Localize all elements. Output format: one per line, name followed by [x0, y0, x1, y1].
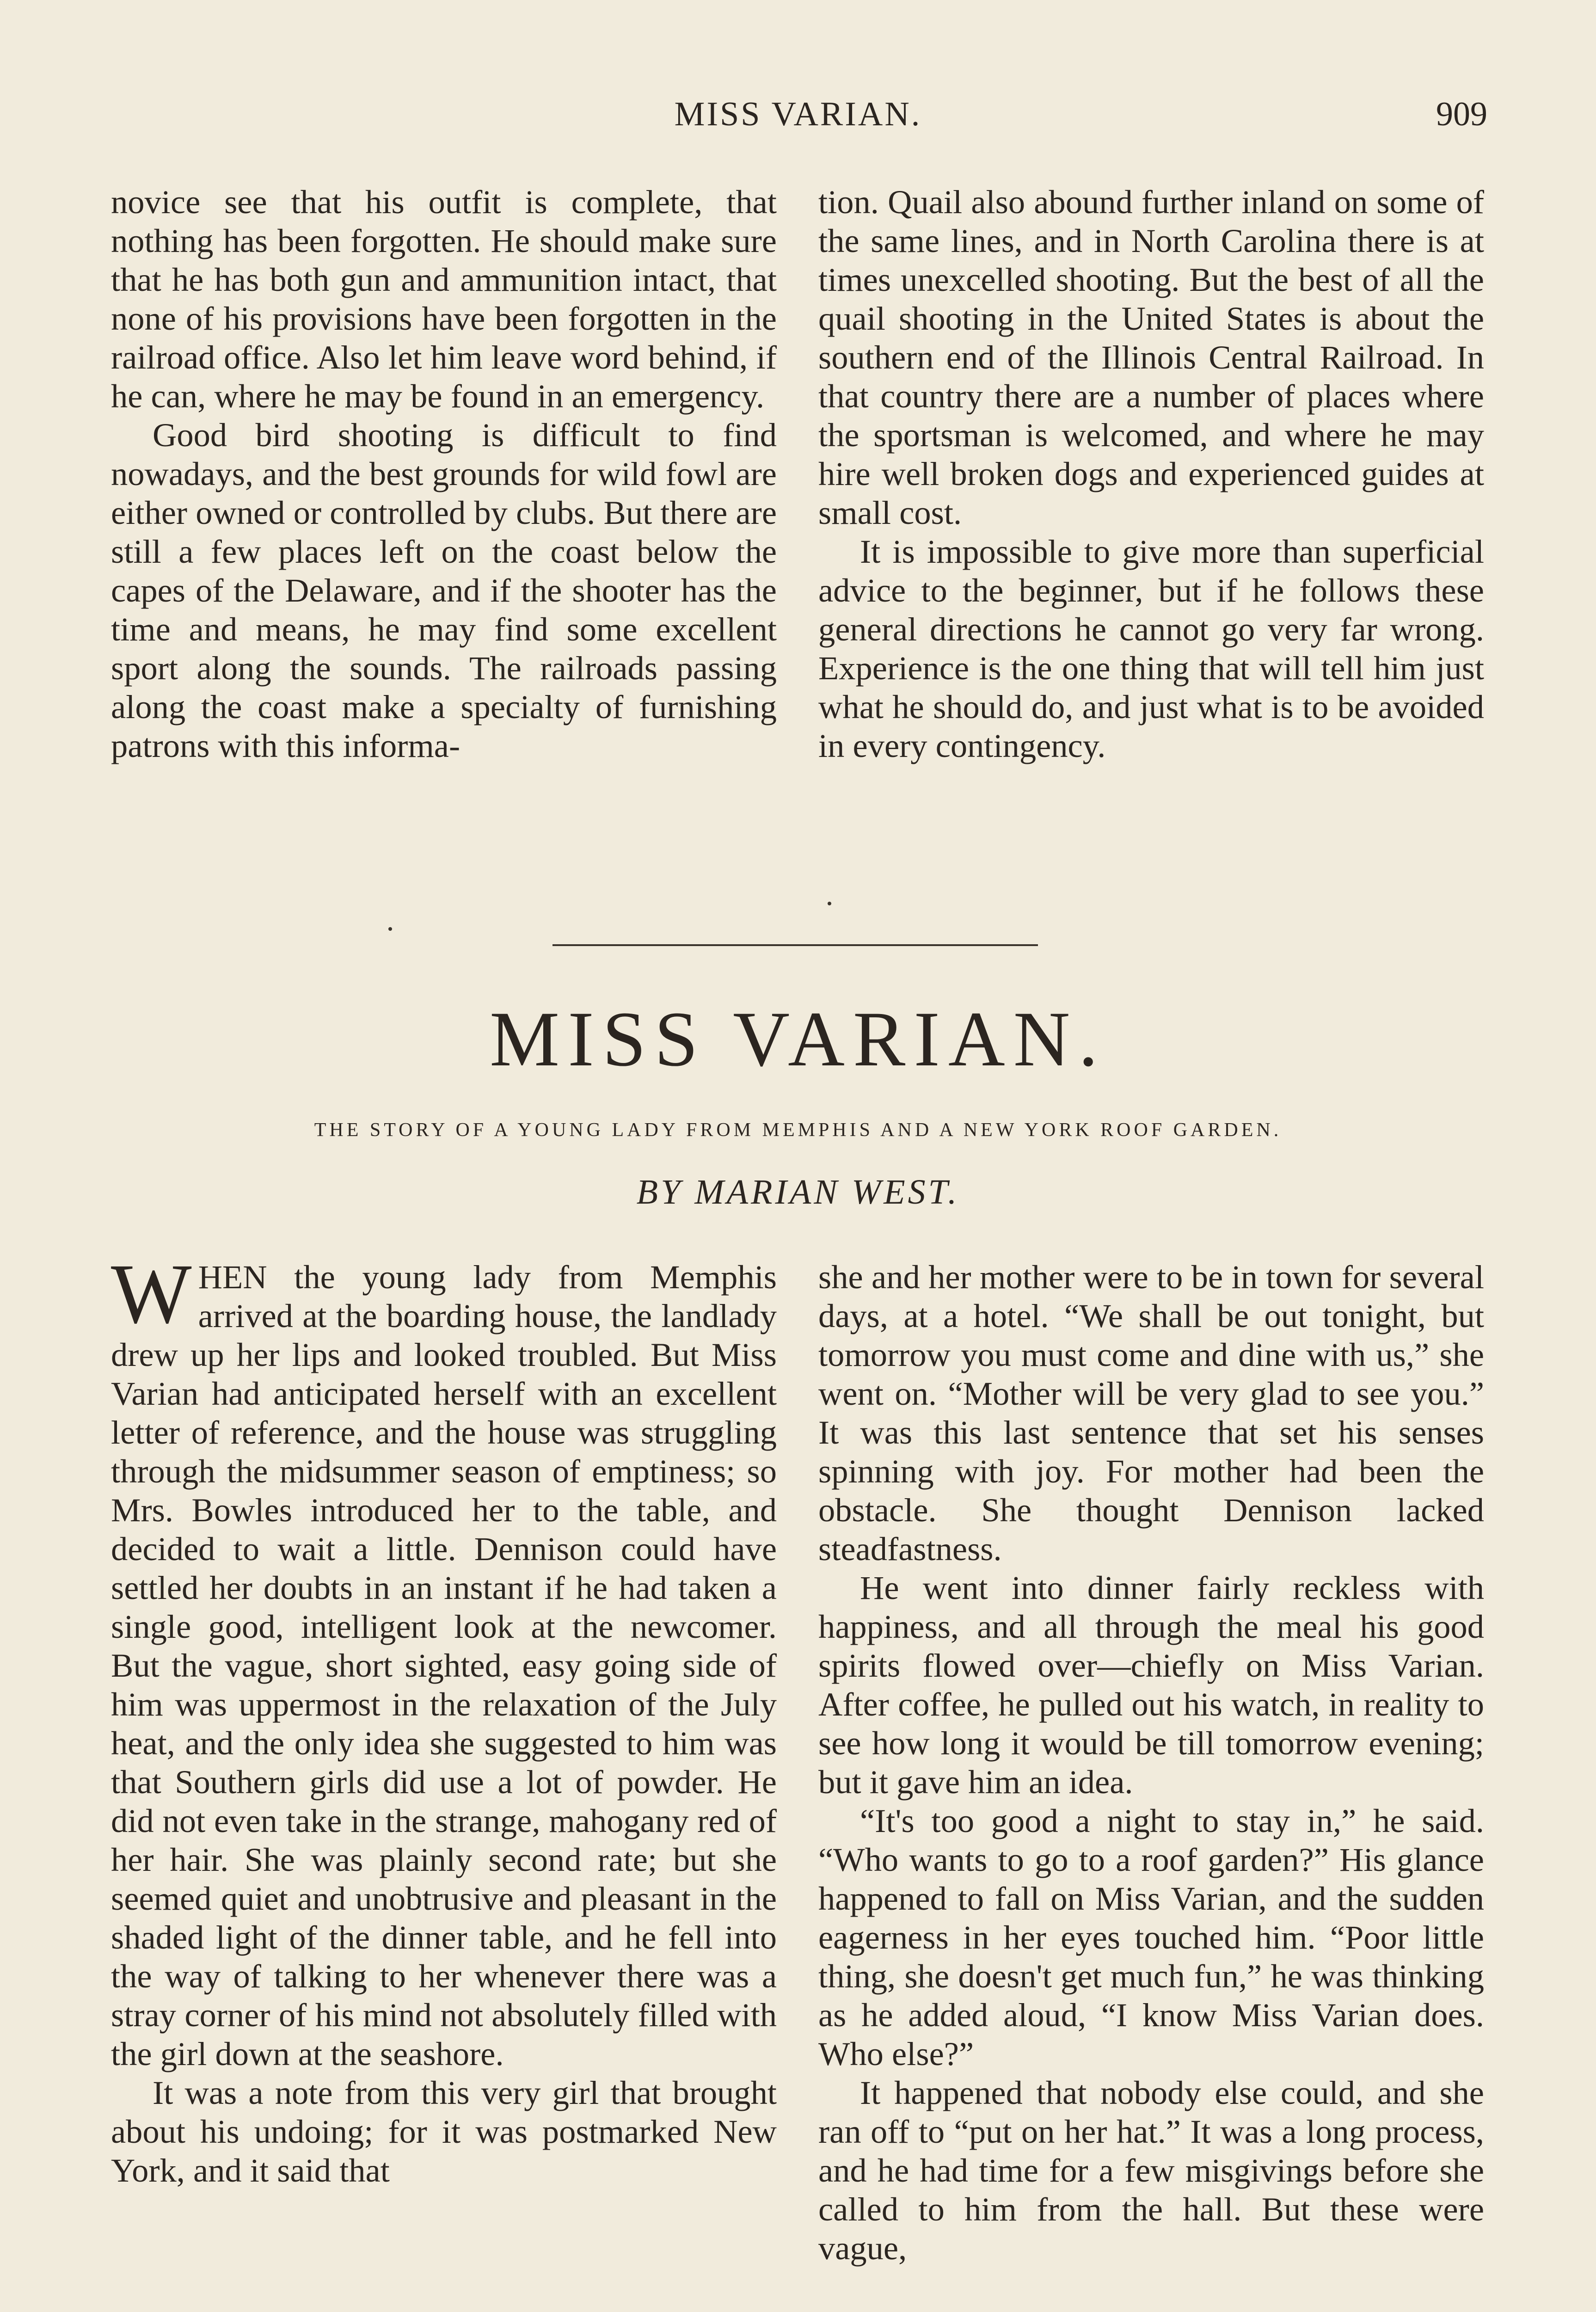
previous-article-right-column: [818, 183, 1484, 765]
paragraph: “It's too good a night to stay in,” he said. “Who wants to go to a roof garden?” His glance happened to fall on Miss Varian, and the sudden eagerness in her eyes touched him. “Poor little thing, she doesn't get much fun,” he was thinking as he added aloud, “I know Miss Varian does. Who else?”: [818, 1802, 1484, 2072]
print-speck: [828, 902, 831, 905]
paragraph: It happened that nobody else could, and she ran off to “put on her hat.” It was a long process, and he had time for a few misgivings before she called to him from the hall. But these were vague,: [818, 2074, 1484, 2267]
article-title: MISS VARIAN.: [490, 996, 1106, 1082]
running-head: [0, 95, 1596, 141]
paragraph: Good bird shooting is difficult to find nowadays, and the best grounds for wild fowl are either owned or controlled by clubs. But there are still a few places left on the coast below the capes of the Delaware, and if the shooter has the time and means, he may find some excellent sport along the sounds. The railroads passing along the coast make a specialty of furnishing patrons with this informa-: [111, 416, 777, 764]
paragraph: It is impossible to give more than superficial advice to the beginner, but if he follows these general directions he cannot go very far wrong. Experience is the one thing that will tell him just what he should do, and just what is to be avoided in every contingency.: [818, 533, 1484, 764]
article-subtitle: THE STORY OF A YOUNG LADY FROM MEMPHIS AND A NEW YORK ROOF GARDEN.: [314, 1119, 1282, 1141]
paragraph: It was a note from this very girl that brought about his undoing; for it was postmarked New York, and it said that: [111, 2074, 777, 2189]
running-title: MISS VARIAN.: [674, 95, 922, 133]
previous-article-left-column: [111, 183, 777, 765]
page-number: 909: [1436, 95, 1487, 133]
paragraph: tion. Quail also abound further inland on some of the same lines, and in North Carolina there is at times unexcelled shooting. But the best of all the quail shooting in the United States is about the southern end of the Illinois Central Railroad. In that country there are a number of places where the sportsman is welcomed, and where he may hire well broken dogs and experienced guides at small cost.: [818, 183, 1484, 531]
paragraph: she and her mother were to be in town for several days, at a hotel. “We shall be out tonight, but tomorrow you must come and dine with us,” she went on. “Mother will be very glad to see you.” It was this last sentence that set his senses spinning with joy. For mother had been the obstacle. She thought Dennison lacked steadfastness.: [818, 1258, 1484, 1568]
article-right-column: [818, 1258, 1484, 2268]
section-divider: [552, 944, 1038, 946]
paragraph: novice see that his outfit is complete, that nothing has been forgotten. He should make sure that he has both gun and ammunition intact, that none of his provisions have been forgotten in the railroad office. Also let him leave word behind, if he can, where he may be found in an emergency.: [111, 183, 777, 415]
first-paragraph-text: HEN the young lady from Memphis arrived at the boarding house, the landlady drew up her lips and looked troubled. But Miss Varian had anticipated herself with an excellent letter of reference, and the house was struggling through the midsummer season of emptiness; so Mrs. Bowles introduced her to the table, and decided to wait a little. Dennison could have settled her doubts in an instant if he had taken a single good, intelligent look at the newcomer. But the vague, short sighted, easy going side of him was uppermost in the relaxation of the July heat, and the only idea she suggested to him was that Southern girls did use a lot of powder. He did not even take in the strange, mahogany red of her hair. She was plainly second rate; but she seemed quiet and unobtrusive and pleasant in the shaded light of the dinner table, and he fell into the way of talking to her whenever there was a stray corner of his mind not absolutely filled with the girl down at the seashore.: [111, 1258, 777, 2072]
article-byline: BY MARIAN WEST.: [636, 1173, 960, 1211]
print-speck: [388, 927, 392, 931]
first-paragraph: [111, 1247, 777, 2073]
paragraph: He went into dinner fairly reckless with happiness, and all through the meal his good spirits flowed over—chiefly on Miss Varian. After coffee, he pulled out his watch, in reality to see how long it would be till tomorrow evening; but it gave him an idea.: [818, 1569, 1484, 1801]
drop-cap: W: [111, 1247, 192, 1341]
article-left-column: [111, 1247, 777, 2190]
